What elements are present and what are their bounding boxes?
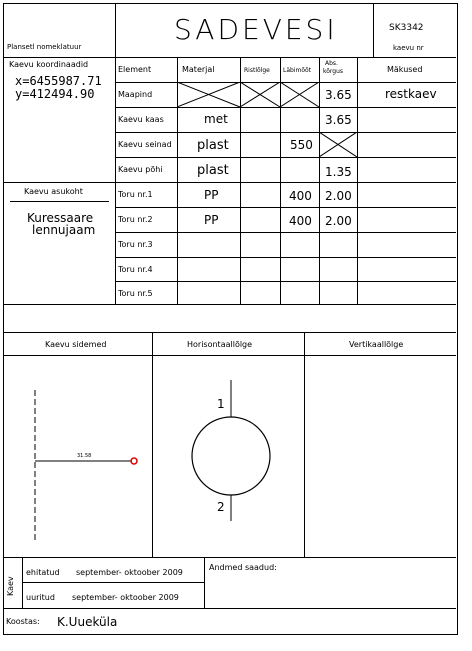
row-line bbox=[115, 107, 456, 108]
plan-label: Plansetl nomeklatuur bbox=[7, 43, 82, 51]
row-element: Maapind bbox=[118, 90, 153, 99]
header-code-divider bbox=[373, 4, 374, 57]
built-label: ehitatud bbox=[26, 568, 60, 577]
section-divider-2 bbox=[304, 332, 305, 557]
crossed-cells-maapind bbox=[177, 82, 320, 107]
coord-x: x=6455987.71 bbox=[15, 74, 102, 88]
header-markused: Mäkused bbox=[387, 65, 423, 74]
well-card-sheet bbox=[3, 3, 458, 635]
table-bottom-line bbox=[4, 304, 456, 305]
header-labimoot: Läbimõõt bbox=[283, 67, 312, 74]
page-title: SADEVESI bbox=[174, 13, 338, 46]
location-underline bbox=[10, 201, 109, 202]
row-element: Kaevu kaas bbox=[118, 115, 164, 124]
section-links-title: Kaevu sidemed bbox=[45, 340, 107, 349]
coord-y: y=412494.90 bbox=[15, 87, 95, 101]
row-diameter: 400 bbox=[289, 189, 312, 203]
row-material: plast bbox=[197, 138, 229, 153]
footer-row-divider bbox=[22, 582, 204, 583]
row-element: Toru nr.2 bbox=[118, 215, 153, 224]
row-line bbox=[115, 281, 456, 282]
crossed-cell-seinad bbox=[319, 132, 357, 157]
surveyed-label: uuritud bbox=[26, 593, 55, 602]
element-table bbox=[115, 57, 456, 304]
header-element: Element bbox=[118, 65, 152, 74]
row-line bbox=[115, 207, 456, 208]
section-vertical-title: Vertikaallõlge bbox=[349, 340, 404, 349]
row-line bbox=[115, 232, 456, 233]
row-element: Toru nr.3 bbox=[118, 240, 153, 249]
row-line bbox=[115, 257, 456, 258]
row-line bbox=[115, 132, 456, 133]
author-name: K.Uueküla bbox=[57, 615, 118, 629]
location-label: Kaevu asukoht bbox=[24, 187, 83, 196]
section-horizontal-title: Horisontaallõlge bbox=[187, 340, 253, 349]
header-ristlolge: Ristlõlge bbox=[244, 67, 270, 74]
row-element: Kaevu seinad bbox=[118, 140, 172, 149]
footer-divider bbox=[204, 557, 205, 608]
row-abs: 2.00 bbox=[325, 214, 352, 228]
sections-top-line bbox=[4, 332, 456, 333]
row-material: PP bbox=[204, 213, 219, 227]
author-label: Koostas: bbox=[6, 617, 40, 626]
location-line1: Kuressaare bbox=[27, 211, 94, 225]
dimension-label: 31.58 bbox=[77, 453, 92, 459]
row-element: Toru nr.5 bbox=[118, 289, 153, 298]
built-value: september- oktoober 2009 bbox=[76, 568, 183, 577]
row-abs: 2.00 bbox=[325, 189, 352, 203]
row-abs: 3.65 bbox=[325, 88, 352, 102]
data-from-label: Andmed saadud: bbox=[209, 563, 277, 572]
header-abs-2: kõrgus bbox=[323, 68, 344, 75]
header-abs-1: Abs. bbox=[325, 60, 338, 67]
header-material: Materjal bbox=[182, 65, 215, 74]
row-diameter: 400 bbox=[289, 214, 312, 228]
row-material: met bbox=[204, 112, 228, 126]
footer-top-line bbox=[4, 557, 456, 558]
col-line bbox=[357, 57, 358, 304]
kaev-label: Kaev bbox=[6, 576, 15, 596]
row-material: PP bbox=[204, 188, 219, 202]
well-code-caption: kaevu nr bbox=[393, 44, 424, 52]
row-element: Kaevu põhi bbox=[118, 165, 163, 174]
location-line2: lennujaam bbox=[32, 223, 96, 237]
row-line bbox=[115, 182, 456, 183]
pipe-2-label: 2 bbox=[217, 500, 225, 514]
author-top-line bbox=[4, 608, 456, 609]
row-abs: 1.35 bbox=[325, 165, 352, 179]
horizontal-section-drawing bbox=[152, 355, 304, 557]
pipe-1-label: 1 bbox=[217, 397, 225, 411]
row-line bbox=[115, 157, 456, 158]
coords-bottom-line bbox=[4, 182, 115, 183]
surveyed-value: september- oktoober 2009 bbox=[72, 593, 179, 602]
row-material: plast bbox=[197, 163, 229, 178]
row-element: Toru nr.1 bbox=[118, 190, 153, 199]
row-diameter: 550 bbox=[290, 138, 313, 152]
row-note: restkaev bbox=[385, 87, 437, 101]
row-abs: 3.65 bbox=[325, 113, 352, 127]
coords-label: Kaevu koordinaadid bbox=[9, 60, 89, 69]
well-code: SK3342 bbox=[389, 23, 424, 33]
row-element: Toru nr.4 bbox=[118, 265, 153, 274]
